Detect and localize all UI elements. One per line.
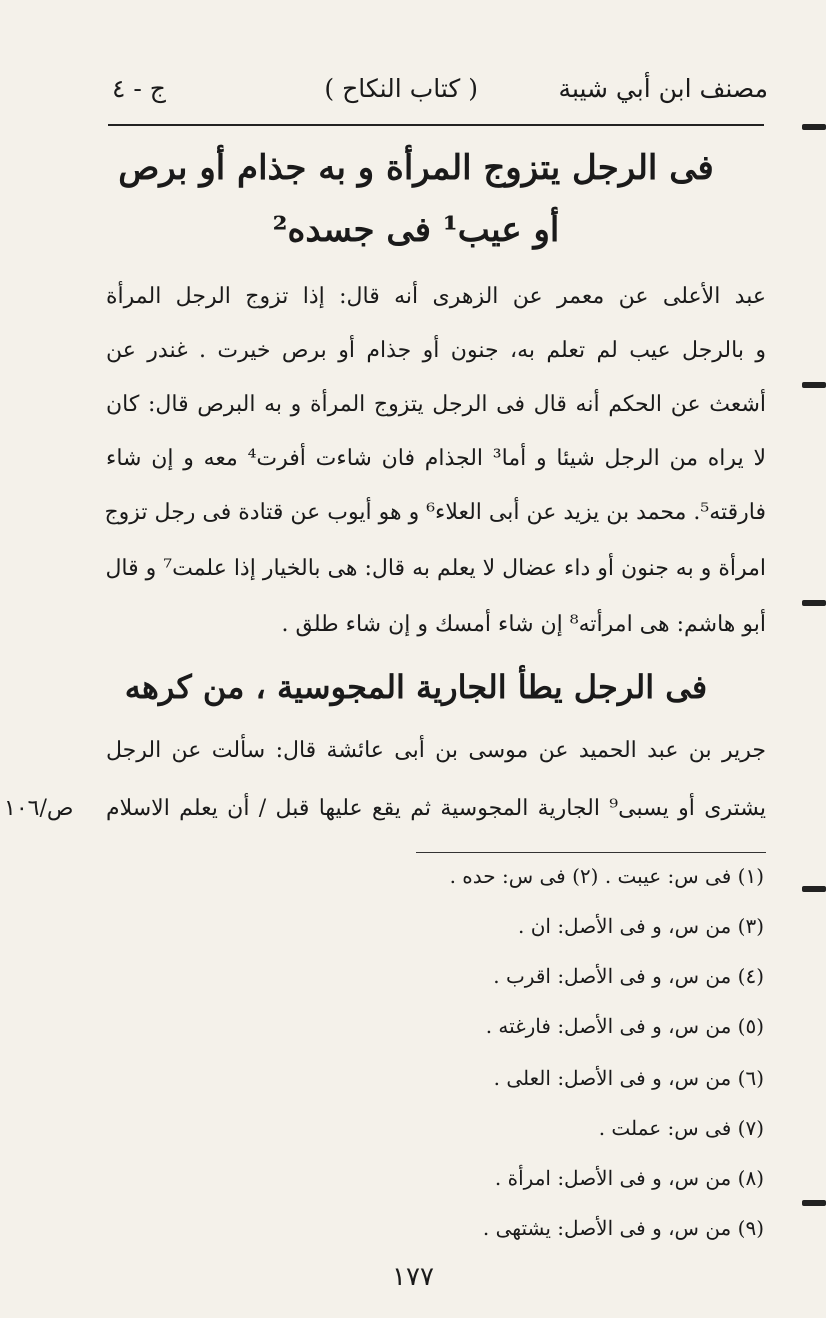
binding-mark <box>802 600 826 606</box>
body-line: جرير بن عبد الحميد عن موسى بن أبى عائشة قال: سألت عن الرجل <box>106 738 766 763</box>
section-heading-line-2: أو عيب¹ فى جسده² <box>272 210 560 250</box>
body-line: أشعث عن الحكم أنه قال فى الرجل يتزوج المرأة و به البرص قال: كان <box>106 392 766 417</box>
running-header-chapter: ( كتاب النكاح ) <box>324 74 478 103</box>
running-header-volume: ج - ٤ <box>112 74 166 103</box>
footnote: (٦) من س، و فى الأصل: العلى . <box>493 1066 764 1090</box>
footnote: (٣) من س، و فى الأصل: ان . <box>518 914 764 938</box>
binding-mark <box>802 382 826 388</box>
page-number: ١٧٧ <box>392 1262 434 1292</box>
binding-mark <box>802 1200 826 1206</box>
running-header-book-title: مصنف ابن أبي شيبة <box>558 74 768 103</box>
header-rule <box>108 124 764 126</box>
footnote: (١) فى س: عيبت . (٢) فى س: حده . <box>449 864 764 888</box>
body-line: أبو هاشم: هى امرأته⁸ إن شاء أمسك و إن شاء طلق . <box>281 612 766 637</box>
footnote: (٩) من س، و فى الأصل: يشتهى . <box>482 1216 764 1240</box>
binding-mark <box>802 124 826 130</box>
margin-page-reference: ص/١٠٦ <box>4 796 74 821</box>
footnote: (٧) فى س: عملت . <box>598 1116 764 1140</box>
footnote: (٨) من س، و فى الأصل: امرأة . <box>494 1166 764 1190</box>
body-line: و بالرجل عيب لم تعلم به، جنون أو جذام أو برص خيرت . غندر عن <box>106 338 766 363</box>
body-line: امرأة و به جنون أو داء عضال لا يعلم به قال: هى بالخيار إذا علمت⁷ و قال <box>105 556 766 581</box>
body-line: عبد الأعلى عن معمر عن الزهرى أنه قال: إذا تزوج الرجل المرأة <box>106 284 766 309</box>
body-line: فارقته⁵. محمد بن يزيد عن أبى العلاء⁶ و هو أيوب عن قتادة فى رجل تزوج <box>104 500 766 525</box>
binding-mark <box>802 886 826 892</box>
section-heading-2: فى الرجل يطأ الجارية المجوسية ، من كرهه <box>124 668 708 706</box>
section-heading-line-1: فى الرجل يتزوج المرأة و به جذام أو برص <box>118 148 714 188</box>
footnote: (٤) من س، و فى الأصل: اقرب . <box>493 964 764 988</box>
footnote: (٥) من س، و فى الأصل: فارغته . <box>485 1014 764 1038</box>
body-line: يشترى أو يسبى⁹ الجارية المجوسية ثم يقع عليها قبل / أن يعلم الاسلام <box>106 796 767 821</box>
footnote-rule <box>416 852 766 853</box>
body-line: لا يراه من الرجل شيئا و أما³ الجذام فان شاءت أفرت⁴ معه و إن شاء <box>106 446 766 471</box>
